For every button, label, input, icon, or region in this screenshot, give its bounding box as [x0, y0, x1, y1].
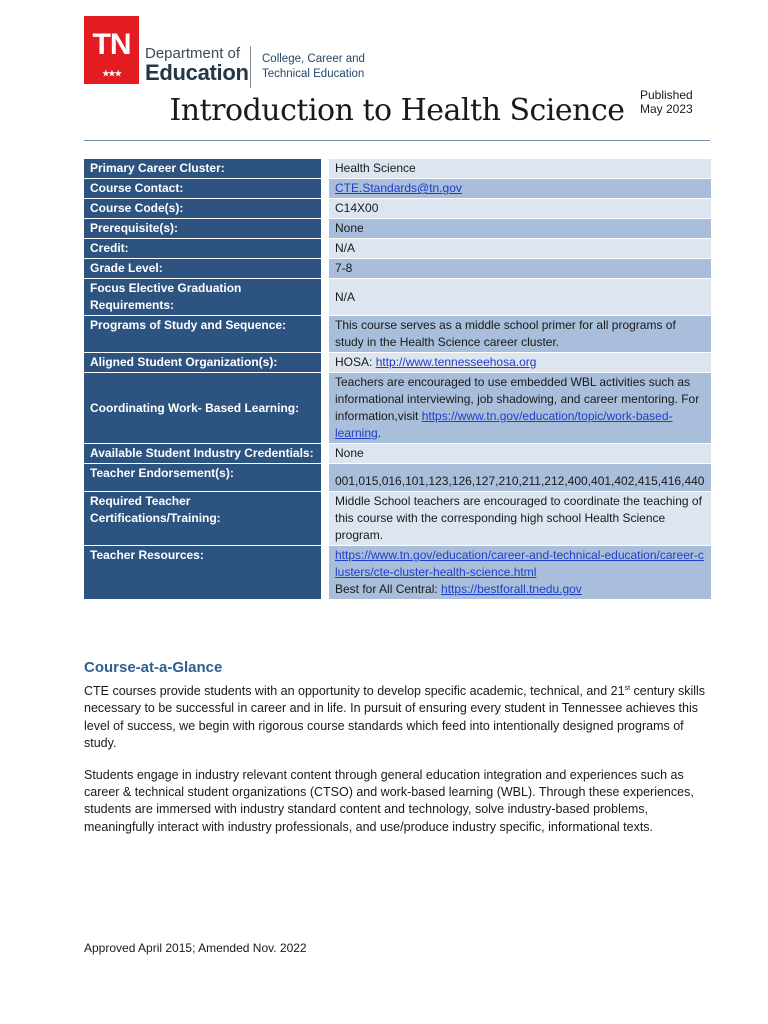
row-label: Focus Elective Graduation Requirements:	[84, 279, 325, 316]
course-info-table	[84, 159, 711, 600]
table-row	[84, 353, 711, 373]
dept-line2: Education	[145, 60, 249, 85]
tn-logo-text: TN	[92, 28, 131, 61]
tn-logo	[84, 16, 139, 84]
tristar-icon: ★★★	[102, 69, 121, 78]
row-label: Available Student Industry Credentials:	[84, 444, 325, 464]
glance-paragraph-1	[84, 680, 712, 752]
table-row	[84, 199, 711, 219]
wbl-text: Teachers are encouraged to use embedded WBL activities such as informational interviewing, job shadowing, and career mentoring. For information,visit	[335, 375, 700, 423]
title-rule	[84, 140, 710, 141]
row-label: Prerequisite(s):	[84, 219, 325, 239]
table-row	[84, 373, 711, 444]
table-row	[84, 259, 711, 279]
table-row	[84, 239, 711, 259]
row-label: Teacher Resources:	[84, 546, 325, 600]
row-value	[325, 546, 711, 600]
bfa-prefix: Best for All Central:	[335, 582, 442, 596]
dept-line1: Department of	[145, 45, 241, 62]
row-label: Aligned Student Organization(s):	[84, 353, 325, 373]
header-divider	[250, 46, 251, 88]
table-row	[84, 179, 711, 199]
division-name	[262, 52, 365, 82]
p1-text-a: CTE courses provide students with an opportunity to develop specific academic, technical, and 21	[84, 684, 625, 699]
row-value: None	[325, 444, 711, 464]
row-label: Course Contact:	[84, 179, 325, 199]
department-name	[145, 46, 249, 85]
row-label: Teacher Endorsement(s):	[84, 464, 325, 492]
row-value: Middle School teachers are encouraged to coordinate the teaching of this course with the corresponding high school Health Science program.	[325, 492, 711, 546]
row-value: Health Science	[325, 159, 711, 179]
p1-text-b: century skills necessary to be successful in career and in life. In pursuit of ensuring every student in Tennessee achieves this level of success, we begin with rigorous course standards which feed into intentionally designed programs of study.	[84, 684, 706, 750]
section-heading: Course-at-a-Glance	[84, 659, 223, 676]
division-line1: College, Career and	[262, 53, 365, 65]
row-value: This course serves as a middle school primer for all programs of study in the Health Science career cluster.	[325, 316, 711, 353]
row-label: Primary Career Cluster:	[84, 159, 325, 179]
row-value: N/A	[325, 279, 711, 316]
glance-paragraph-2: Students engage in industry relevant content through general education integration and experiences such as career & technical student organizations (CTSO) and work-based learning (WBL). Through these experiences, students are immersed with industry standard content and technology, solve industry-based problems, meaningfully interact with industry professionals, and use/produce industry specific, informational texts.	[84, 768, 694, 834]
contact-email-link[interactable]: CTE.Standards@tn.gov	[335, 181, 462, 195]
row-value: C14X00	[325, 199, 711, 219]
org-prefix: HOSA:	[335, 355, 373, 369]
division-line2: Technical Education	[262, 68, 365, 80]
table-row	[84, 464, 711, 492]
table-row	[84, 219, 711, 239]
row-value	[325, 373, 711, 444]
table-row	[84, 546, 711, 600]
row-label: Course Code(s):	[84, 199, 325, 219]
row-value	[325, 179, 711, 199]
row-label: Coordinating Work- Based Learning:	[84, 373, 325, 444]
wbl-suffix: .	[377, 426, 382, 440]
hosa-link[interactable]: http://www.tennesseehosa.org	[375, 355, 537, 369]
table-row	[84, 316, 711, 353]
row-label: Credit:	[84, 239, 325, 259]
cte-cluster-link[interactable]: https://www.tn.gov/education/career-and-technical-education/career-clusters/cte-cluster-health-science.html	[335, 548, 704, 579]
p1-superscript: st	[624, 685, 631, 692]
row-value: 001,015,016,101,123,126,127,210,211,212,400,401,402,415,416,440	[325, 464, 711, 492]
published-date: Published May 2023	[640, 88, 693, 116]
footer-approval: Approved April 2015; Amended Nov. 2022	[84, 941, 307, 955]
row-value: None	[325, 219, 711, 239]
table-row	[84, 279, 711, 316]
table-row	[84, 492, 711, 546]
bestforall-link[interactable]: https://bestforall.tnedu.gov	[441, 582, 582, 596]
page-title: Introduction to Health Science	[169, 93, 625, 128]
row-value: 7-8	[325, 259, 711, 279]
row-value: N/A	[325, 239, 711, 259]
table-row	[84, 159, 711, 179]
wbl-link[interactable]: https://www.tn.gov/education/topic/work-based- learning	[335, 409, 673, 440]
row-label: Programs of Study and Sequence:	[84, 316, 325, 353]
row-label: Grade Level:	[84, 259, 325, 279]
row-label: Required Teacher Certifications/Training:	[84, 492, 325, 546]
table-row	[84, 444, 711, 464]
row-value	[325, 353, 711, 373]
